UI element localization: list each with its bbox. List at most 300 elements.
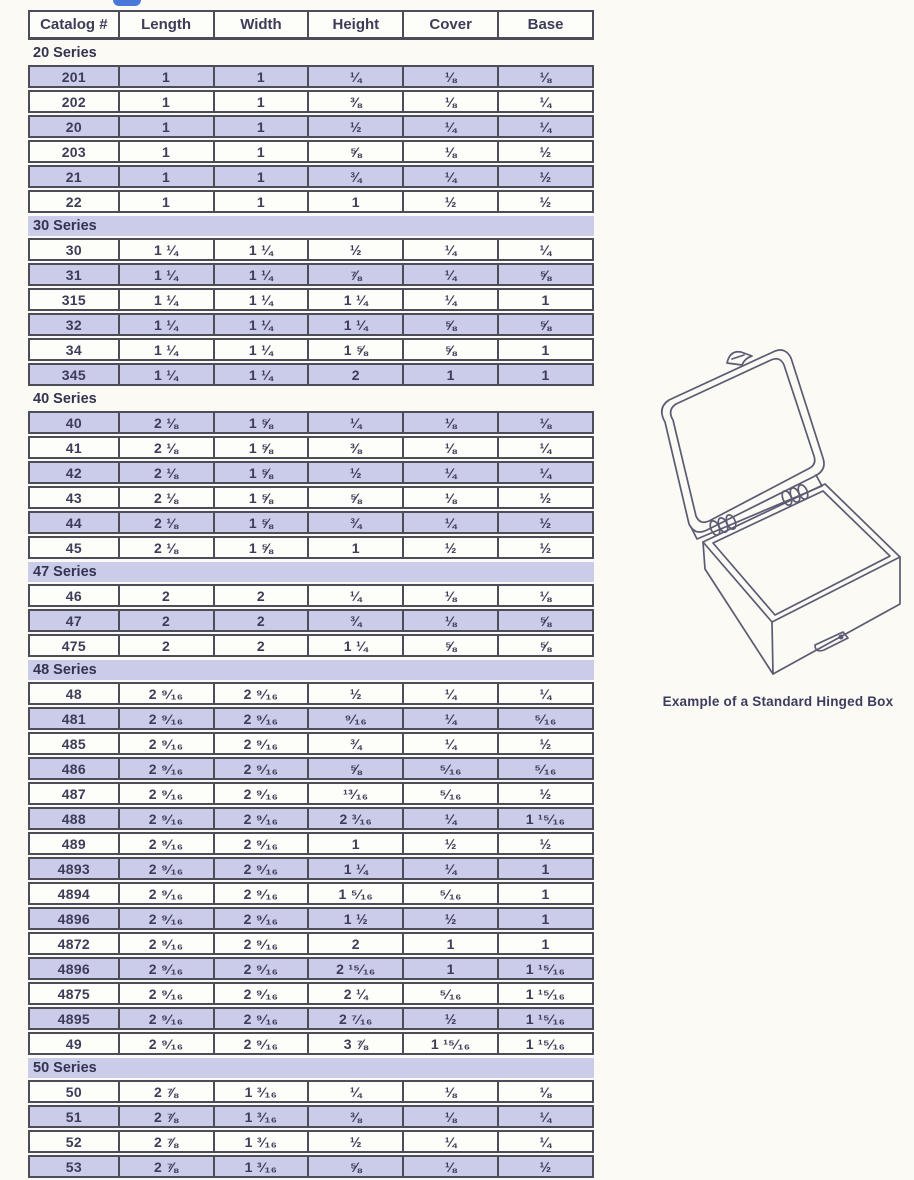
table-cell: ½: [539, 539, 552, 556]
table-row: [28, 313, 594, 336]
table-cell: 1: [541, 341, 550, 358]
table-cell: ½: [539, 489, 552, 506]
table-cell: 1 ¼: [215, 265, 310, 284]
table-cell: 1 ¹⁵⁄₁₆: [525, 985, 566, 1002]
table-row: [28, 757, 594, 780]
table-cell: 3 ⅞: [309, 1034, 404, 1053]
table-cell: 1: [215, 67, 310, 86]
table-cell: 50: [30, 1082, 120, 1101]
table-cell: 2 ⁹⁄₁₆: [215, 934, 310, 953]
table-cell: 2 ⁹⁄₁₆: [215, 784, 310, 803]
table-cell: 47: [30, 611, 120, 630]
table-cell: ¼: [309, 413, 404, 432]
table-cell: ¼: [404, 1132, 499, 1151]
table-cell: 1: [541, 885, 550, 902]
table-cell: 1 ¼: [215, 290, 310, 309]
table-cell: 1 ⅝: [309, 340, 404, 359]
table-cell: 1 ¹⁵⁄₁₆: [525, 1010, 566, 1027]
table-row: [28, 1080, 594, 1103]
table-cell: 1: [215, 192, 310, 211]
table-cell: 1 ¼: [120, 265, 215, 284]
table-cell: 2: [120, 586, 215, 605]
table-cell: ¼: [404, 513, 499, 532]
series-band: 30 Series: [28, 216, 594, 236]
table-cell: ½: [309, 684, 404, 703]
table-row: [28, 436, 594, 459]
table-cell: 46: [30, 586, 120, 605]
table-row: [28, 338, 594, 361]
table-cell: ⅝: [404, 340, 499, 359]
table-row: [28, 363, 594, 386]
table-cell: 2 ⅛: [120, 463, 215, 482]
table-cell: 2: [120, 636, 215, 655]
table-cell: ⅛: [404, 438, 499, 457]
table-row: [28, 957, 594, 980]
table-cell: 475: [30, 636, 120, 655]
table-cell: 2 ⁹⁄₁₆: [120, 1034, 215, 1053]
table-cell: 2: [215, 611, 310, 630]
table-cell: ½: [309, 117, 404, 136]
table-cell: 2: [215, 586, 310, 605]
table-cell: 2 ⁹⁄₁₆: [120, 709, 215, 728]
header-cover: Cover: [404, 12, 499, 37]
table-row: [28, 65, 594, 88]
table-cell: 1: [120, 192, 215, 211]
table-cell: 345: [30, 365, 120, 384]
header-height: Height: [309, 12, 404, 37]
table-cell: 31: [30, 265, 120, 284]
table-cell: 1 ¼: [309, 315, 404, 334]
table-cell: ½: [404, 1009, 499, 1028]
table-cell: 2 ⁹⁄₁₆: [120, 934, 215, 953]
table-cell: 2 ⁹⁄₁₆: [120, 859, 215, 878]
table-cell: 203: [30, 142, 120, 161]
table-cell: 22: [30, 192, 120, 211]
table-cell: 1: [309, 538, 404, 557]
table-row: [28, 238, 594, 261]
table-cell: 2: [120, 611, 215, 630]
table-cell: 2 ¼: [309, 984, 404, 1003]
table-cell: 4893: [30, 859, 120, 878]
table-cell: ¼: [404, 463, 499, 482]
table-row: [28, 1105, 594, 1128]
table-cell: ⅝: [539, 266, 552, 283]
table-row: [28, 165, 594, 188]
table-cell: 2 ⁹⁄₁₆: [215, 984, 310, 1003]
table-cell: ⅞: [309, 265, 404, 284]
table-cell: 1: [120, 92, 215, 111]
table-cell: 1: [215, 92, 310, 111]
table-cell: ⅜: [309, 1107, 404, 1126]
table-row: [28, 807, 594, 830]
table-cell: ⁵⁄₁₆: [534, 760, 557, 777]
table-cell: 2 ⁹⁄₁₆: [215, 859, 310, 878]
table-cell: ⅛: [539, 68, 552, 85]
table-cell: ⅝: [309, 488, 404, 507]
table-cell: ¼: [404, 734, 499, 753]
table-cell: 4872: [30, 934, 120, 953]
series-band: 50 Series: [28, 1058, 594, 1078]
table-cell: 2 ⁹⁄₁₆: [120, 984, 215, 1003]
table-cell: 1: [541, 291, 550, 308]
table-cell: 2 ⅞: [120, 1132, 215, 1151]
table-cell: 43: [30, 488, 120, 507]
header-width: Width: [215, 12, 310, 37]
table-cell: ¼: [404, 290, 499, 309]
table-row: [28, 782, 594, 805]
table-cell: ½: [539, 193, 552, 210]
table-cell: ¾: [309, 734, 404, 753]
table-cell: ¹³⁄₁₆: [309, 784, 404, 803]
table-cell: ⅛: [404, 92, 499, 111]
table-cell: 2 ³⁄₁₆: [309, 809, 404, 828]
table-cell: 2 ⁹⁄₁₆: [215, 1009, 310, 1028]
table-cell: 202: [30, 92, 120, 111]
table-cell: ¾: [309, 513, 404, 532]
table-cell: 1 ¹⁵⁄₁₆: [404, 1034, 499, 1053]
table-cell: 2 ⁹⁄₁₆: [120, 784, 215, 803]
table-cell: 2 ⅞: [120, 1082, 215, 1101]
table-cell: 1 ¼: [309, 859, 404, 878]
series-band: 48 Series: [28, 660, 594, 680]
table-cell: ½: [539, 735, 552, 752]
table-cell: ¼: [404, 265, 499, 284]
table-row: [28, 263, 594, 286]
table-row: [28, 461, 594, 484]
table-cell: ¼: [539, 241, 552, 258]
table-cell: 2 ⅞: [120, 1157, 215, 1176]
table-cell: ⁵⁄₁₆: [534, 710, 557, 727]
table-cell: ⁵⁄₁₆: [404, 784, 499, 803]
table-cell: ¾: [309, 611, 404, 630]
table-cell: ¼: [539, 685, 552, 702]
table-cell: 2 ⁹⁄₁₆: [215, 884, 310, 903]
table-row: [28, 140, 594, 163]
table-cell: ⅛: [404, 413, 499, 432]
table-cell: 201: [30, 67, 120, 86]
cropped-page-title-fragment: [113, 0, 141, 6]
table-cell: ⅛: [404, 67, 499, 86]
table-cell: ⅝: [309, 759, 404, 778]
series-band: 47 Series: [28, 562, 594, 582]
table-cell: 2: [309, 934, 404, 953]
table-cell: 1 ¼: [120, 365, 215, 384]
table-cell: 4896: [30, 959, 120, 978]
table-cell: ¼: [404, 167, 499, 186]
table-cell: 20: [30, 117, 120, 136]
table-cell: ⅛: [404, 611, 499, 630]
table-cell: ⅝: [404, 636, 499, 655]
table-cell: 1: [120, 167, 215, 186]
table-cell: 21: [30, 167, 120, 186]
table-cell: ¼: [309, 67, 404, 86]
table-cell: 1 ⅝: [215, 513, 310, 532]
box-lid: [662, 350, 824, 532]
series-band: 40 Series: [33, 391, 97, 407]
table-cell: 1: [541, 860, 550, 877]
table-cell: 2 ⁹⁄₁₆: [215, 684, 310, 703]
table-cell: 1: [215, 142, 310, 161]
table-cell: ⅜: [309, 92, 404, 111]
table-cell: 2 ⁹⁄₁₆: [215, 809, 310, 828]
table-cell: 4875: [30, 984, 120, 1003]
table-cell: 4896: [30, 909, 120, 928]
table-row: [28, 584, 594, 607]
table-cell: ¼: [404, 117, 499, 136]
table-cell: 1: [404, 934, 499, 953]
table-cell: 2 ⁹⁄₁₆: [215, 709, 310, 728]
table-cell: 1 ³⁄₁₆: [215, 1157, 310, 1176]
table-cell: 1 ¼: [120, 240, 215, 259]
table-cell: ⅝: [539, 612, 552, 629]
table-cell: 41: [30, 438, 120, 457]
table-cell: 481: [30, 709, 120, 728]
header-catalog: Catalog #: [30, 12, 120, 37]
table-cell: ½: [404, 538, 499, 557]
hinged-box-figure: [645, 344, 911, 709]
table-cell: 2 ⅛: [120, 438, 215, 457]
table-cell: ½: [309, 240, 404, 259]
table-cell: 2 ⁷⁄₁₆: [309, 1009, 404, 1028]
table-cell: ½: [539, 143, 552, 160]
table-cell: 1 ⅝: [215, 413, 310, 432]
table-cell: 51: [30, 1107, 120, 1126]
table-cell: 1 ⅝: [215, 463, 310, 482]
table-cell: ⁵⁄₁₆: [404, 884, 499, 903]
table-cell: 1: [120, 67, 215, 86]
table-cell: 49: [30, 1034, 120, 1053]
table-cell: 487: [30, 784, 120, 803]
table-cell: ¼: [404, 709, 499, 728]
table-row: [28, 707, 594, 730]
table-cell: ⅛: [539, 1083, 552, 1100]
table-cell: ½: [539, 514, 552, 531]
table-row: [28, 857, 594, 880]
table-cell: 1 ⁵⁄₁₆: [309, 884, 404, 903]
table-row: [28, 682, 594, 705]
table-cell: ½: [404, 909, 499, 928]
table-cell: ⅛: [404, 1157, 499, 1176]
table-cell: 2 ⁹⁄₁₆: [215, 834, 310, 853]
table-row: [28, 907, 594, 930]
table-cell: 45: [30, 538, 120, 557]
table-cell: 1 ½: [309, 909, 404, 928]
table-cell: ¾: [309, 167, 404, 186]
table-row: [28, 288, 594, 311]
table-cell: ¼: [404, 859, 499, 878]
table-cell: 53: [30, 1157, 120, 1176]
header-length: Length: [120, 12, 215, 37]
table-cell: 4895: [30, 1009, 120, 1028]
table-cell: ⅜: [309, 438, 404, 457]
table-row: [28, 1155, 594, 1178]
table-cell: 1: [120, 142, 215, 161]
table-cell: 2 ⁹⁄₁₆: [215, 909, 310, 928]
table-cell: ½: [539, 1158, 552, 1175]
table-row: [28, 90, 594, 113]
table-cell: ¼: [309, 586, 404, 605]
table-cell: 34: [30, 340, 120, 359]
table-cell: ⁹⁄₁₆: [309, 709, 404, 728]
catalog-spec-table: [28, 10, 594, 1180]
table-cell: 1 ⅝: [215, 438, 310, 457]
table-cell: ⅝: [309, 142, 404, 161]
table-cell: ⅝: [539, 316, 552, 333]
table-cell: 2 ⁹⁄₁₆: [120, 834, 215, 853]
table-cell: 2 ⁹⁄₁₆: [120, 684, 215, 703]
table-cell: 1 ¼: [215, 340, 310, 359]
table-cell: ⅛: [404, 586, 499, 605]
table-row: [28, 832, 594, 855]
hinged-box-illustration: [645, 344, 911, 688]
table-cell: 1: [404, 959, 499, 978]
table-cell: 1 ³⁄₁₆: [215, 1132, 310, 1151]
table-row: [28, 536, 594, 559]
table-cell: 1 ¼: [309, 636, 404, 655]
table-cell: 48: [30, 684, 120, 703]
table-cell: ½: [539, 785, 552, 802]
table-cell: 2 ⁹⁄₁₆: [120, 909, 215, 928]
table-cell: ¼: [404, 240, 499, 259]
table-cell: 1 ¼: [309, 290, 404, 309]
table-row: [28, 411, 594, 434]
table-cell: ⁵⁄₁₆: [404, 759, 499, 778]
table-cell: 1 ¼: [215, 240, 310, 259]
table-cell: 1: [120, 117, 215, 136]
table-cell: ¼: [404, 809, 499, 828]
series-band: 20 Series: [33, 45, 97, 61]
table-cell: ¼: [539, 464, 552, 481]
table-cell: 1: [309, 834, 404, 853]
table-cell: 44: [30, 513, 120, 532]
catalog-table-body: [28, 43, 594, 1178]
table-cell: 2: [309, 365, 404, 384]
table-cell: 1 ¹⁵⁄₁₆: [525, 1035, 566, 1052]
table-cell: 2 ⁹⁄₁₆: [120, 884, 215, 903]
table-cell: 1 ¼: [215, 365, 310, 384]
table-cell: ¼: [404, 684, 499, 703]
table-cell: ⅛: [404, 1082, 499, 1101]
table-cell: 315: [30, 290, 120, 309]
table-cell: ½: [539, 168, 552, 185]
table-cell: 1: [309, 192, 404, 211]
table-cell: 1: [215, 117, 310, 136]
table-cell: 2 ⅛: [120, 513, 215, 532]
table-cell: ⅝: [309, 1157, 404, 1176]
table-cell: ⅝: [539, 637, 552, 654]
table-cell: 40: [30, 413, 120, 432]
table-cell: ¼: [309, 1082, 404, 1101]
table-row: [28, 115, 594, 138]
table-cell: 2 ⅛: [120, 538, 215, 557]
table-cell: 2: [215, 636, 310, 655]
table-row: [28, 982, 594, 1005]
table-cell: 1 ⅝: [215, 538, 310, 557]
table-cell: ¼: [539, 1108, 552, 1125]
table-cell: ½: [309, 463, 404, 482]
table-row: [28, 1007, 594, 1030]
table-cell: 1: [541, 935, 550, 952]
table-cell: ⅛: [539, 414, 552, 431]
table-cell: ⅝: [404, 315, 499, 334]
table-cell: 1 ¼: [120, 340, 215, 359]
table-cell: ⅛: [404, 142, 499, 161]
table-cell: 1: [404, 365, 499, 384]
table-cell: 2 ⁹⁄₁₆: [215, 759, 310, 778]
table-cell: 2 ⁹⁄₁₆: [215, 1034, 310, 1053]
table-cell: 30: [30, 240, 120, 259]
table-cell: 2 ⅛: [120, 488, 215, 507]
table-cell: 1 ¼: [120, 290, 215, 309]
table-row: [28, 486, 594, 509]
table-cell: 32: [30, 315, 120, 334]
table-cell: 2 ⁹⁄₁₆: [120, 1009, 215, 1028]
table-cell: ½: [539, 835, 552, 852]
table-row: [28, 1032, 594, 1055]
table-cell: ⅛: [404, 488, 499, 507]
table-row: [28, 932, 594, 955]
table-cell: ¼: [539, 93, 552, 110]
table-cell: 2 ⁹⁄₁₆: [120, 809, 215, 828]
table-cell: 4894: [30, 884, 120, 903]
table-cell: 485: [30, 734, 120, 753]
table-cell: ¼: [539, 118, 552, 135]
table-cell: 1 ¹⁵⁄₁₆: [525, 960, 566, 977]
table-cell: 2 ¹⁵⁄₁₆: [309, 959, 404, 978]
table-cell: 42: [30, 463, 120, 482]
table-row: [28, 634, 594, 657]
table-cell: 1: [215, 167, 310, 186]
table-cell: ⁵⁄₁₆: [404, 984, 499, 1003]
table-row: [28, 1130, 594, 1153]
table-cell: 1 ⅝: [215, 488, 310, 507]
header-base: Base: [527, 16, 564, 33]
table-cell: 52: [30, 1132, 120, 1151]
table-cell: 486: [30, 759, 120, 778]
table-cell: 2 ⁹⁄₁₆: [120, 959, 215, 978]
table-row: [28, 732, 594, 755]
table-cell: ½: [404, 192, 499, 211]
table-row: [28, 511, 594, 534]
table-cell: 1 ³⁄₁₆: [215, 1107, 310, 1126]
figure-caption: Example of a Standard Hinged Box: [662, 694, 894, 709]
table-cell: ¼: [539, 1133, 552, 1150]
table-cell: 1 ¼: [120, 315, 215, 334]
table-header-row: [28, 10, 594, 40]
table-cell: 2 ⁹⁄₁₆: [215, 959, 310, 978]
table-cell: 2 ⅞: [120, 1107, 215, 1126]
table-cell: ⅛: [404, 1107, 499, 1126]
table-cell: 489: [30, 834, 120, 853]
table-cell: 1 ¼: [215, 315, 310, 334]
table-cell: 2 ⅛: [120, 413, 215, 432]
table-cell: 2 ⁹⁄₁₆: [120, 759, 215, 778]
table-row: [28, 190, 594, 213]
table-cell: 2 ⁹⁄₁₆: [120, 734, 215, 753]
table-row: [28, 609, 594, 632]
table-cell: 1 ³⁄₁₆: [215, 1082, 310, 1101]
table-cell: 2 ⁹⁄₁₆: [215, 734, 310, 753]
table-cell: ⅛: [539, 587, 552, 604]
table-cell: ½: [309, 1132, 404, 1151]
table-cell: 1: [541, 910, 550, 927]
table-cell: ½: [404, 834, 499, 853]
table-cell: ¼: [539, 439, 552, 456]
table-cell: 1 ¹⁵⁄₁₆: [525, 810, 566, 827]
table-cell: 1: [541, 366, 550, 383]
table-row: [28, 882, 594, 905]
table-cell: 488: [30, 809, 120, 828]
